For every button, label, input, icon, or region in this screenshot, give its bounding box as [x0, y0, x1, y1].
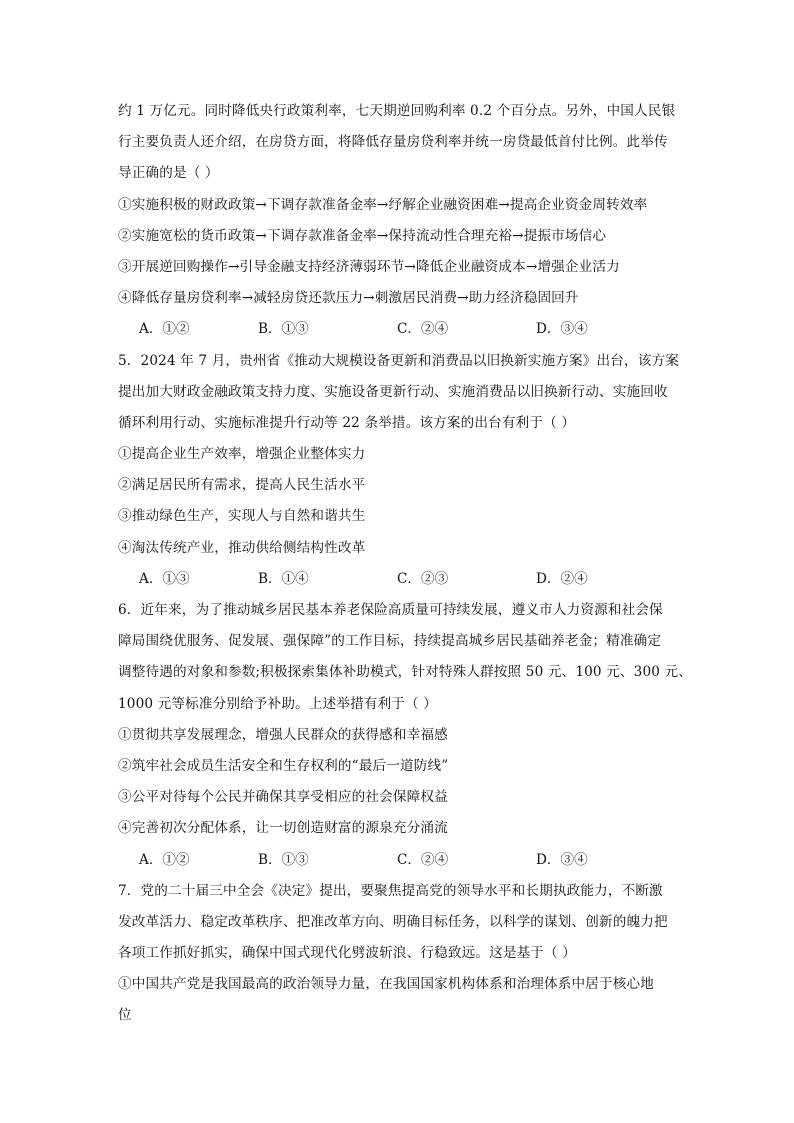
question-4-statement-1: ①实施积极的财政政策→下调存款准备金率→纾解企业融资困难→提高企业资金周转效率: [118, 196, 648, 213]
question-7-stem-line: 发改革活力、稳定改革秩序、把准改革方向、明确目标任务，以科学的谋划、创新的魄力把: [118, 913, 668, 930]
question-7-statement-1: ①中国共产党是我国最高的政治领导力量，在我国国家机构体系和治理体系中居于核心地: [118, 976, 655, 993]
question-4-stem-line: 约 1 万亿元。同时降低央行政策利率，七天期逆回购利率 0.2 个百分点。另外，中国人民银: [118, 103, 676, 119]
question-4: [118, 96, 680, 346]
option-c: C．②④: [397, 321, 449, 338]
question-5-stem-line: 5．2024 年 7 月，贵州省《推动大规模设备更新和消费品以旧换新实施方案》出台，该方案: [118, 352, 679, 369]
question-5-options: [118, 564, 680, 595]
question-4-options: [118, 314, 680, 345]
question-6-stem-line: 1000 元等标准分别给予补助。上述举措有利于（ ）: [118, 695, 438, 712]
question-7-stem-line: 各项工作抓好抓实，确保中国式现代化劈波斩浪、行稳致远。这是基于（ ）: [118, 945, 577, 962]
option-c: C．②④: [397, 851, 449, 868]
option-b: B．①③: [258, 851, 309, 868]
question-4-statement-2: ②实施宽松的货币政策→下调存款准备金率→保持流动性合理充裕→提振市场信心: [118, 227, 607, 244]
question-5-statement-4: ④淘汰传统产业，推动供给侧结构性改革: [118, 539, 366, 556]
question-4-stem-line: 导正确的是（ ）: [118, 165, 219, 182]
option-d: D．③④: [536, 851, 588, 868]
question-6-stem-line: 调整待遇的对象和参数;积极探索集体补助模式，针对特殊人群按照 50 元、100 元、300 元、: [118, 664, 693, 681]
option-c: C．②③: [397, 570, 449, 587]
exam-page: [118, 96, 693, 1032]
question-5: [118, 346, 680, 596]
question-6: [118, 595, 693, 876]
question-5-statement-1: ①提高企业生产效率，增强企业整体实力: [118, 446, 366, 463]
option-b: B．①④: [258, 570, 309, 587]
question-6-statement-1: ①贯彻共享发展理念，增强人民群众的获得感和幸福感: [118, 726, 448, 743]
question-7-statement-1-cont: 位: [118, 1007, 132, 1024]
question-4-statement-4: ④降低存量房贷利率→减轻房贷还款压力→刺激居民消费→助力经济稳固回升: [118, 290, 579, 307]
question-5-statement-2: ②满足居民所有需求，提高人民生活水平: [118, 477, 366, 494]
question-6-stem-line: 障局围绕优服务、促发展、强保障”的工作目标，持续提高城乡居民基础养老金；精准确定: [118, 633, 662, 650]
question-7-stem-line: 7．党的二十届三中全会《决定》提出，要聚焦提高党的领导水平和长期执政能力，不断激: [118, 882, 663, 899]
option-a: A．①②: [139, 851, 190, 868]
question-5-stem-line: 循环利用行动、实施标准提升行动等 22 条举措。该方案的出台有利于（ ）: [118, 414, 576, 431]
question-6-options: [118, 845, 680, 876]
question-7: [118, 876, 680, 1032]
question-5-stem-line: 提出加大财政金融政策支持力度、实施设备更新行动、实施消费品以旧换新行动、实施回收: [118, 383, 668, 400]
option-d: D．②④: [536, 570, 588, 587]
question-6-statement-2: ②筑牢社会成员生活安全和生存权利的“最后一道防线”: [118, 757, 449, 774]
question-6-statement-4: ④完善初次分配体系，让一切创造财富的源泉充分涌流: [118, 820, 448, 837]
option-a: A．①②: [139, 321, 190, 338]
option-d: D．③④: [536, 321, 588, 338]
option-b: B．①③: [258, 321, 309, 338]
option-a: A．①③: [139, 570, 190, 587]
question-4-stem-line: 行主要负责人还介绍，在房贷方面，将降低存量房贷利率并统一房贷最低首付比例。此举传: [118, 134, 668, 151]
question-5-statement-3: ③推动绿色生产，实现人与自然和谐共生: [118, 508, 366, 525]
question-6-statement-3: ③公平对待每个公民并确保其享受相应的社会保障权益: [118, 789, 448, 806]
question-6-stem-line: 6．近年来，为了推动城乡居民基本养老保险高质量可持续发展，遵义市人力资源和社会保: [118, 602, 663, 618]
question-4-statement-3: ③开展逆回购操作→引导金融支持经济薄弱环节→降低企业融资成本→增强企业活力: [118, 258, 620, 275]
